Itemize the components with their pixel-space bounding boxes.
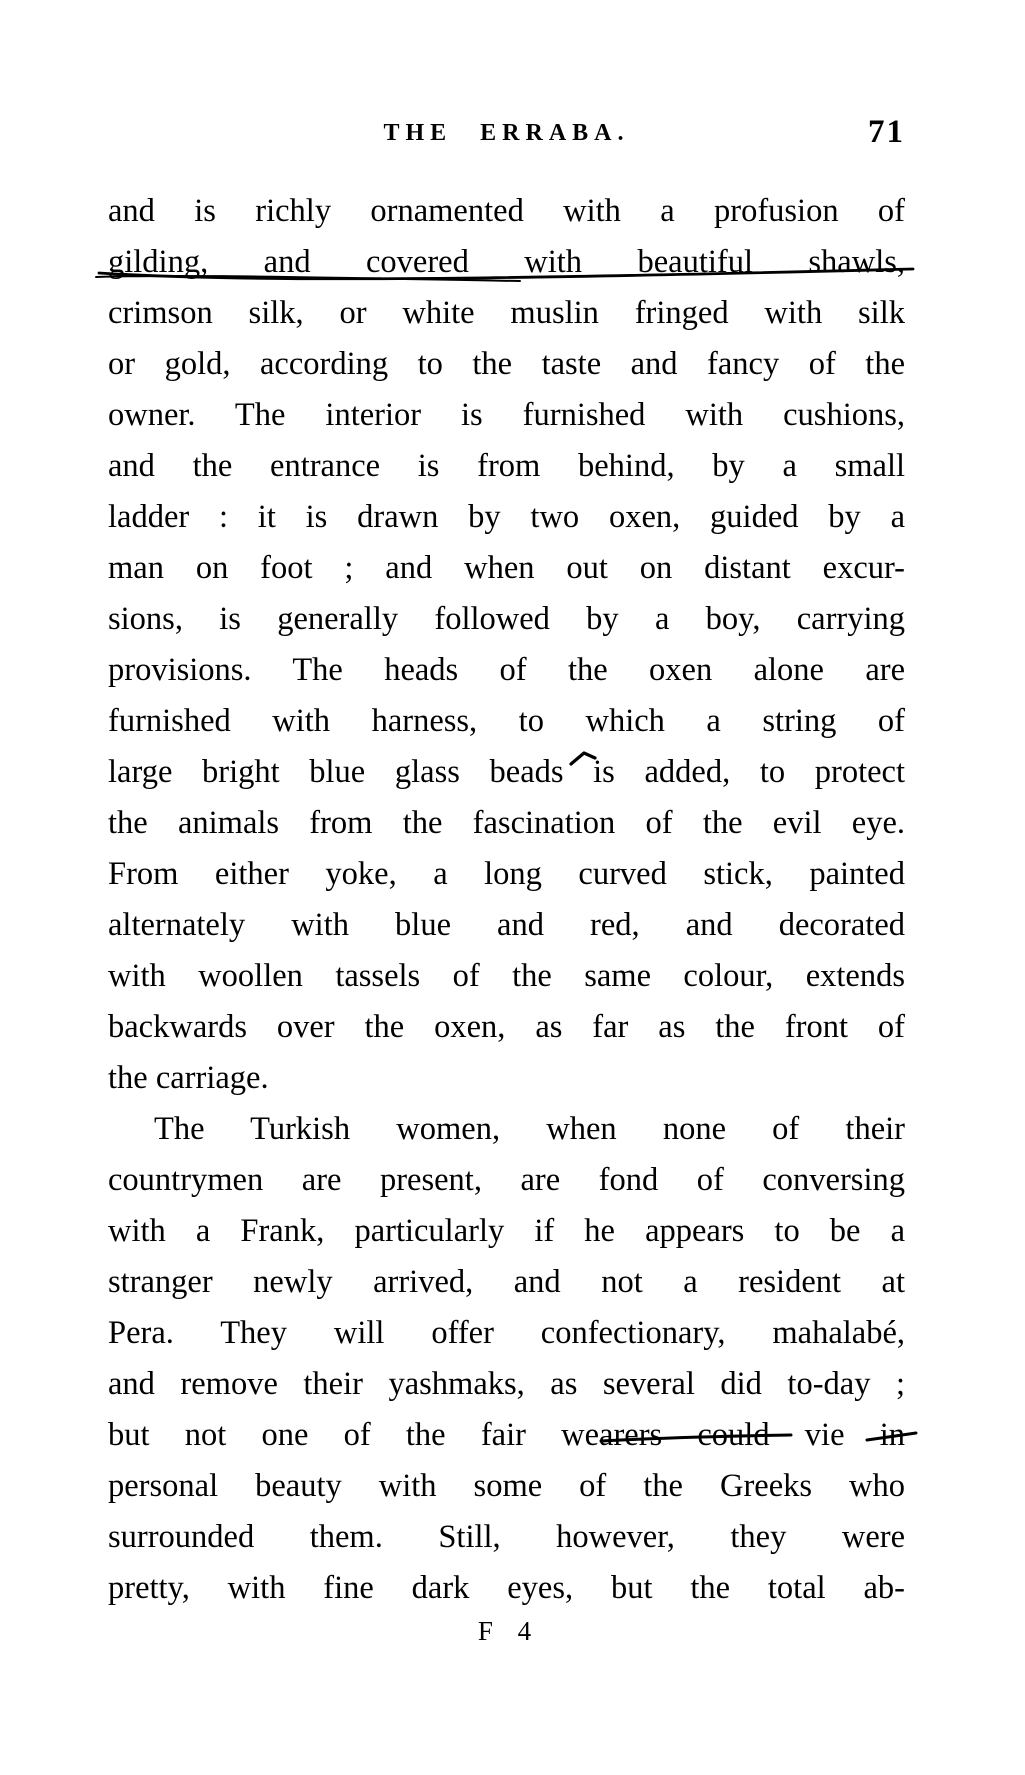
running-head <box>108 116 905 152</box>
text-line: backwards over the oxen, as far as the front of <box>108 1009 905 1045</box>
text-line: but not one of the fair wearers could vie in <box>108 1417 905 1453</box>
text-line: ladder : it is drawn by two oxen, guided by a <box>108 499 905 535</box>
text-line: alternately with blue and red, and decorated <box>108 907 905 943</box>
text-line: surrounded them. Still, however, they were <box>108 1519 905 1555</box>
text-line: or gold, according to the taste and fancy of the <box>108 346 905 382</box>
text-line: the carriage. <box>108 1060 269 1096</box>
text-line: crimson silk, or white muslin fringed with silk <box>108 295 905 331</box>
signature-mark: F 4 <box>477 1616 536 1646</box>
text-line: personal beauty with some of the Greeks who <box>108 1468 905 1504</box>
text-line: gilding, and covered with beautiful shawls, <box>108 244 905 280</box>
text-line: pretty, with fine dark eyes, but the total ab- <box>108 1570 905 1606</box>
text-line: Pera. They will offer confectionary, mahalabé, <box>108 1315 905 1351</box>
text-line: provisions. The heads of the oxen alone are <box>108 652 905 688</box>
text-line: with woollen tassels of the same colour, extends <box>108 958 905 994</box>
running-head-title: THE ERRABA. <box>383 120 630 146</box>
text-line: and remove their yashmaks, as several did to-day ; <box>108 1366 905 1402</box>
text-line: man on foot ; and when out on distant excur- <box>108 550 905 586</box>
text-line: stranger newly arrived, and not a resident at <box>108 1264 905 1300</box>
text-line: countrymen are present, are fond of conversing <box>108 1162 905 1198</box>
text-line: owner. The interior is furnished with cushions, <box>108 397 905 433</box>
body-text <box>108 186 905 1614</box>
text-line: the animals from the fascination of the evil eye. <box>108 805 905 841</box>
text-line: The Turkish women, when none of their <box>154 1111 905 1147</box>
text-line: furnished with harness, to which a string of <box>108 703 905 739</box>
text-line: From either yoke, a long curved stick, painted <box>108 856 905 892</box>
text-line: with a Frank, particularly if he appears to be a <box>108 1213 905 1249</box>
text-line: and the entrance is from behind, by a small <box>108 448 905 484</box>
page-number: 71 <box>868 114 905 150</box>
text-line: and is richly ornamented with a profusion of <box>108 193 905 229</box>
text-line: sions, is generally followed by a boy, carrying <box>108 601 905 637</box>
text-line: large bright blue glass beads is added, to protect <box>108 754 905 790</box>
